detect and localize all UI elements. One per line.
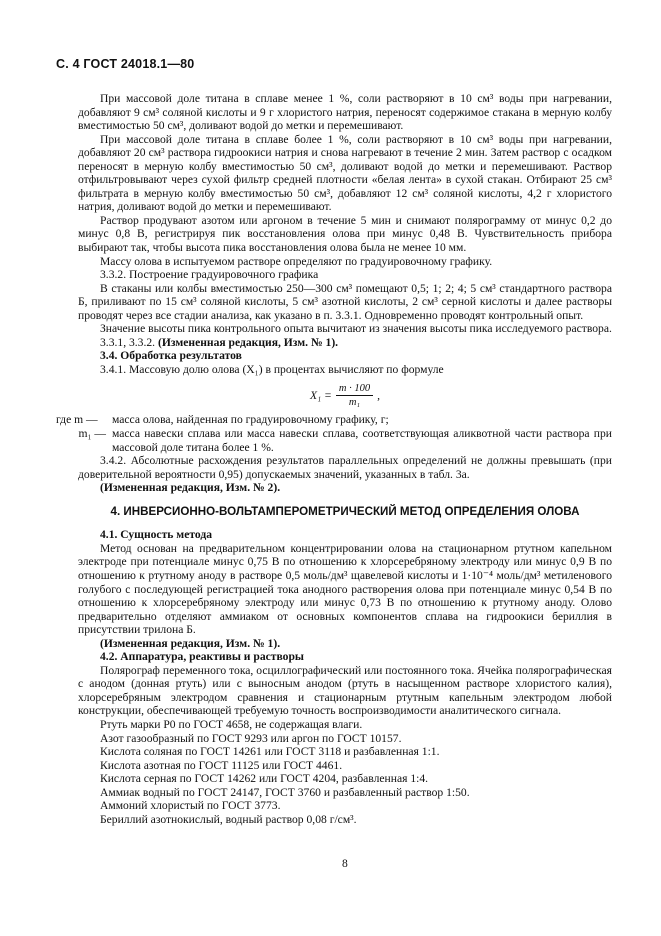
page-body	[56, 92, 612, 826]
paragraph: Массу олова в испытуемом растворе определяют по градуировочному графику.	[100, 254, 493, 268]
page-header: С. 4 ГОСТ 24018.1—80	[56, 57, 195, 71]
formula-tail: ,	[377, 388, 380, 402]
paragraph: В стаканы или колбы вместимостью 250—300 см³ помещают 0,5; 1; 2; 4; 5 см³ стандартного раствора Б, приливают по 15 см³ соляной кислоты, 5 см³ азотной кислоты, 2 см³ серной кислоты и далее растворы проводят через все стадии анализа, как указано в п. 3.3.1. Одновременно проводят контрольный опыт.	[78, 281, 612, 322]
paragraph: При массовой доле титана в сплаве более 1 %, соли растворяют в 10 см³ воды при нагревании, добавляют 20 см³ раствора гидроокиси натрия и снова нагревают в течение 2 мин. Затем раствор с осадком переносят в мерную колбу вместимостью 50 см³, доливают водой до метки и перемешивают. Раствор отфильтровывают через сухой фильтр средней плотности «белая лента» в сухой стакан. Отбирают 25 см³ фильтрата в мерную колбу вместимостью 50 см³, добавляют 12 см³ соляной кислоты, 4,2 г хлористого натрия, доливают водой до метки и перемешивают.	[78, 132, 612, 214]
paragraph: Полярограф переменного тока, осциллографический или постоянного тока. Ячейка полярографическая с анодом (донная ртуть) или с выносным анодом (ртуть в насыщенном растворе хлористого калия), хлорсеребряным электродом сравнения и стационарным ртутным капельным электродом любой конструкции, обеспечивающей требуемую точность воспроизводимости аналитического сигнала.	[78, 663, 612, 718]
clause-reference: 3.3.1, 3.3.2.	[100, 335, 156, 349]
variable-description: масса олова, найденная по градуировочному графику, г;	[112, 413, 389, 427]
paragraph: Метод основан на предварительном концентрировании олова на стационарном ртутном капельном электроде при потенциале минус 0,75 В по отношению к хлорсеребряному электроду или минус 0,9 В по отношению к ртутному аноду в растворе 0,5 моль/дм³ щавелевой кислоты и 1·10⁻⁴ моль/дм³ метиленового голубого с последующей регистрацией тока анодного растворения олова при потенциале минус 0,54 В по отношению к хлорсеребряному электроду или минус 0,73 В по отношению к ртутному аноду. Олово предварительно отделяют аммиаком от основных компонентов сплава на гидроокиси бериллия в присутствии трилона Б.	[78, 541, 612, 637]
page-number: 8	[342, 857, 348, 870]
paragraph: Значение высоты пика контрольного опыта вычитают из значения высоты пика исследуемого раствора.	[100, 322, 612, 336]
variable-definition	[56, 413, 612, 427]
paragraph: Раствор продувают азотом или аргоном в течение 5 мин и снимают полярограмму от минус 0,2 до минус 0,8 В, регистрируя пик восстановления олова при минус 0,48 В. Чувствительность прибора выбирают так, чтобы высота пика восстановления олова была не менее 10 мм.	[78, 213, 612, 255]
formula-lhs: X₁ =	[310, 388, 332, 402]
list-item: Кислота азотная по ГОСТ 11125 или ГОСТ 4461.	[100, 758, 343, 772]
list-item: Аммоний хлористый по ГОСТ 3773.	[100, 799, 281, 813]
section-heading: 3.4. Обработка результатов	[100, 349, 242, 363]
amendment-label: (Измененная редакция, Изм. № 2).	[100, 481, 281, 495]
formula	[78, 377, 612, 413]
variable-symbol: где m —	[56, 413, 98, 427]
list-item: Бериллий азотнокислый, водный раствор 0,08 г/см³.	[100, 812, 357, 826]
section-title: 4. ИНВЕРСИОННО-ВОЛЬТАМПЕРОМЕТРИЧЕСКИЙ МЕТОД ОПРЕДЕЛЕНИЯ ОЛОВА	[110, 504, 580, 518]
amendment-label: (Измененная редакция, Изм. № 1).	[157, 335, 339, 349]
list-item: Кислота соляная по ГОСТ 14261 или ГОСТ 3118 и разбавленная 1:1.	[100, 745, 440, 759]
paragraph: 3.4.2. Абсолютные расхождения результатов параллельных определений не должны превышать (при доверительной вероятности 0,95) допускаемых значений, указанных в табл. 3а.	[78, 454, 612, 481]
formula-numerator: m · 100	[336, 382, 373, 396]
subsection-heading: 4.2. Аппаратура, реактивы и растворы	[100, 650, 304, 664]
amendment-label: (Измененная редакция, Изм. № 1).	[100, 636, 281, 650]
subsection-heading: 3.3.2. Построение градуировочного графика	[100, 268, 319, 282]
formula-denominator: m₁	[348, 396, 361, 408]
variable-symbol: m₁ —	[78, 427, 106, 441]
list-item: Кислота серная по ГОСТ 14262 или ГОСТ 4204, разбавленная 1:4.	[100, 772, 429, 786]
variable-description: масса навески сплава или масса навески сплава, соответствующая аликвотной части раствора при массовой доле титана более 1 %.	[112, 427, 612, 454]
paragraph: При массовой доле титана в сплаве менее 1 %, соли растворяют в 10 см³ воды при нагревании, добавляют 9 см³ соляной кислоты и 9 г хлористого натрия, переносят содержимое стакана в мерную колбу вместимостью 50 см³, доливают водой до метки и перемешивают.	[78, 92, 612, 133]
paragraph: 3.4.1. Массовую долю олова (X₁) в процентах вычисляют по формуле	[100, 362, 444, 376]
formula-fraction	[336, 382, 373, 409]
list-item: Ртуть марки Р0 по ГОСТ 4658, не содержащая влаги.	[100, 717, 363, 731]
amendment-note	[78, 336, 612, 350]
list-item: Аммиак водный по ГОСТ 24147, ГОСТ 3760 и разбавленный раствор 1:50.	[100, 785, 470, 799]
list-item: Азот газообразный по ГОСТ 9293 или аргон по ГОСТ 10157.	[100, 731, 402, 745]
variable-definition	[56, 427, 612, 454]
subsection-heading: 4.1. Сущность метода	[100, 528, 213, 542]
